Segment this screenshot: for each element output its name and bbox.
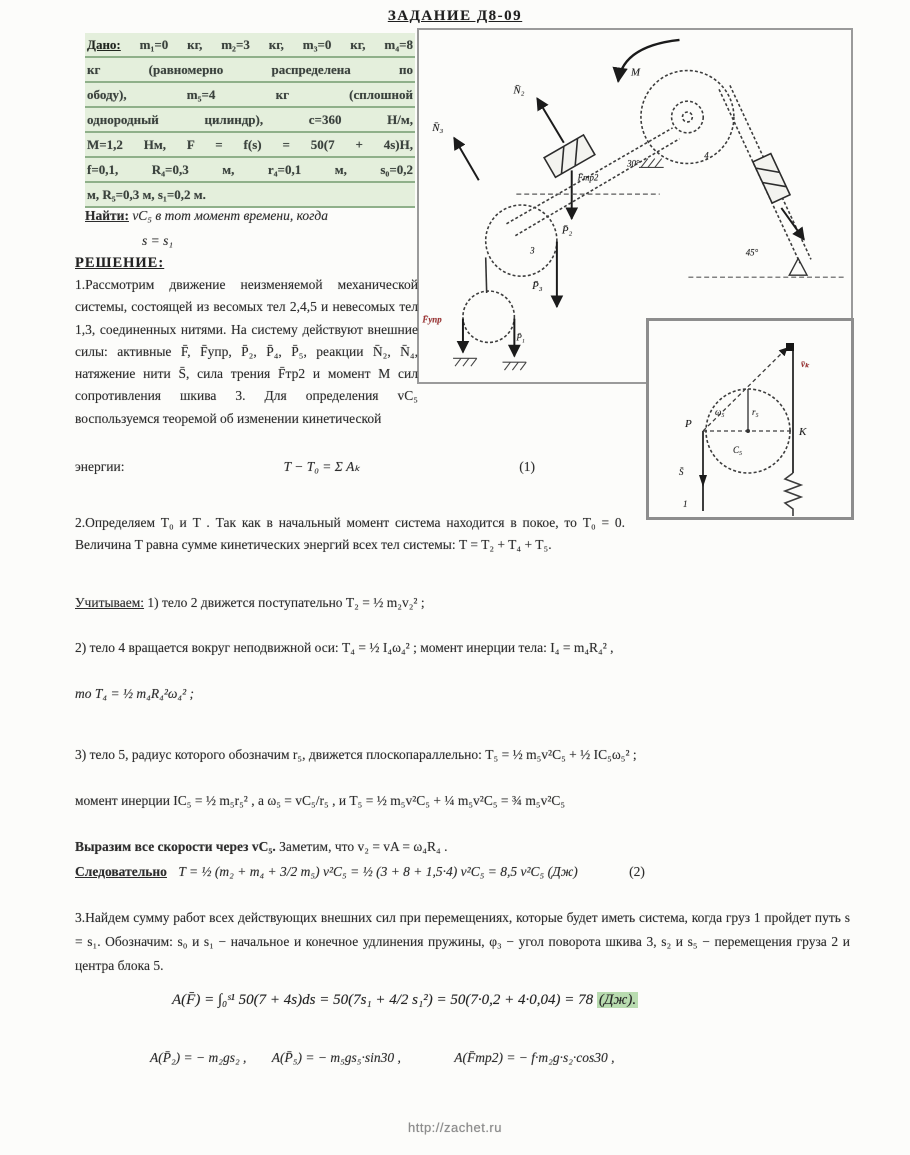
pulley-4-rim (641, 71, 734, 164)
angle-45-label: 45° (745, 247, 759, 258)
solution-line-body5-inertia: момент инерции IC₅ = ½ m₅r₅² , а ω₅ = vC₅/r₅ , и T₅ = ½ m₅v²C₅ + ¼ m₅v²C₅ = ¾ m₅v²C₅ (75, 793, 566, 808)
force-N3-arrow (454, 138, 479, 181)
given-line: М=1,2 Нм, F = f(s) = 50(7 + 4s)Н, (85, 133, 415, 158)
given-line: м, R₅=0,3 м, s₁=0,2 м. (85, 183, 415, 208)
equation-2-number: (2) (629, 864, 645, 879)
velocities-statement: Выразим все скорости через vC₅. (75, 839, 276, 854)
inset-labels (679, 359, 810, 509)
equation-1-row (75, 459, 635, 475)
spring-force-label: F̄упр (422, 314, 442, 325)
page-title-text: ЗАДАНИЕ Д8-09 (387, 8, 523, 24)
uchityvaem-label: Учитываем: (75, 595, 145, 610)
paragraph-1-tail: энергии: (75, 459, 125, 474)
solution-line-body5: 3) тело 5, радиус которого обозначим r₅, движется плоскопараллельно: T₅ = ½ m₅v²C₅ + ½ IC₅ω₅² ; (75, 747, 637, 762)
work-P5-equation: A(P̄₅) = − m₅gs₅·sin30 , (271, 1050, 401, 1065)
spring (785, 473, 801, 516)
work-P2-equation: A(P̄₂) = − m₂gs₂ , (150, 1050, 247, 1065)
given-line: ободу), m₅=4 кг (сплошной (85, 83, 415, 108)
moment-M-label: M (631, 66, 641, 79)
moment-M-arrow (618, 40, 679, 82)
point-K-label: K (799, 426, 807, 438)
footer-url: http://zachet.ru (408, 1120, 502, 1135)
inset-diagram-frame (646, 318, 854, 520)
find-condition: s = s₁ (142, 233, 174, 248)
force-P1-label: P̄₁ (516, 332, 525, 343)
body-3-label: 3 (530, 245, 535, 256)
solution-line-body4: 2) тело 4 вращается вокруг неподвижной оси: T₄ = ½ I₄ω₄² ; момент инерции тела: I₄ = m₄R₄² , (75, 640, 614, 655)
force-N2-arrow (537, 98, 564, 142)
equation-1: T − T₀ = Σ Aₖ (283, 459, 361, 474)
center-point (746, 429, 750, 433)
given-text: m₁=0 кг, m₂=3 кг, m₃=0 кг, m₄=8 (139, 37, 414, 52)
solution-paragraph-2: 2.Определяем T₀ и T . Так как в начальный момент система находится в покое, то T₀ = 0. Величина T равна сумме кинетических энергий всех тел системы: T = T₂ + T₄ + T₅. (75, 515, 625, 553)
force-P2-label: P̄₂ (561, 224, 573, 237)
given-label: Дано: (87, 37, 121, 52)
friction-force-label: F̄тр2 (577, 172, 599, 183)
find-line (85, 208, 328, 224)
body-1-label: 1 (683, 499, 688, 509)
equation-2: T = ½ (m₂ + m₄ + 3/2 m₅) v²C₅ = ½ (3 + 8 + 1,5·4) v²C₅ = 8,5 v²C₅ (Дж) (178, 864, 578, 879)
sledovatelno-label: Следовательно (75, 864, 167, 879)
work-equations-row (150, 1050, 615, 1066)
find-text: vC₅ в тот момент времени, когда (132, 208, 328, 223)
block-2 (544, 135, 595, 177)
solution-line-body2 (75, 595, 425, 611)
top-contact-point (786, 343, 794, 351)
block-5 (753, 154, 790, 204)
equation-2-row (75, 864, 645, 880)
point-P-label: P (685, 418, 692, 430)
center-C5-label: C₅ (733, 445, 743, 455)
given-line (85, 33, 415, 58)
force-N3-label: N̄₃ (432, 121, 444, 134)
angle-30-label: 30° (627, 158, 640, 169)
work-of-force-F-equation (172, 992, 638, 1009)
body-4-label: 4 (704, 150, 709, 161)
equation-3: A(F̄) = ∫₀ˢ¹ 50(7 + 4s)ds = 50(7s₁ + 4/2 s₁²) = 50(7·0,2 + 4·0,04) = 78 (172, 992, 597, 1008)
given-line: однородный цилиндр), с=360 Н/м, (85, 108, 415, 133)
left-rope-arrowhead (699, 475, 707, 487)
solution-paragraph-1: 1.Рассмотрим движение неизменяемой механической системы, состоящей из весомых тел 2,4,5 и невесомых тел 1,3, соединенных нитями. На систему действуют внешние силы: активные F̄, F̄упр, P̄₂, P̄₄, P̄₅, реакции N̄₂, N̄₄, натяжение нити S̄, сила трения F̄тр2 и момент M сил сопротивления шкива 3. Для определения vC₅ воспользуемся теоремой об изменении кинетической (75, 277, 418, 426)
support-triangle (789, 258, 807, 275)
velocities-note: Заметим, что v₂ = vA = ω₄R₄ . (279, 839, 448, 854)
given-line: f=0,1, R₄=0,3 м, r₄=0,1 м, s₀=0,2 (85, 158, 415, 183)
velocity-distribution-line (703, 348, 787, 431)
velocity-vk-label: v̄ₖ (801, 359, 809, 369)
page-title (0, 8, 910, 25)
work-friction-equation: A(F̄тр2) = − f·m₂g·s₂·cos30 , (454, 1050, 615, 1065)
inset-geometry (703, 345, 801, 516)
body2-kinetic-energy: 1) тело 2 движется поступательно T₂ = ½ m₂v₂² ; (147, 595, 425, 610)
given-block (85, 33, 415, 208)
given-line: кг (равномерно распределена по (85, 58, 415, 83)
solution-line-body4-result: то T₄ = ½ m₄R₄²ω₄² ; (75, 686, 195, 701)
incline-belt-lower (515, 139, 679, 236)
equation-3-unit: (Дж). (598, 992, 637, 1008)
tension-S-label: S̄ (679, 467, 684, 477)
inset-diagram (649, 321, 851, 517)
force-N2-label: N̄₂ (513, 84, 525, 97)
force-P5-arrow (781, 208, 804, 240)
find-label: Найти: (85, 208, 129, 223)
force-P3-label: P̄₃ (532, 280, 543, 293)
solution-line-velocities (75, 839, 447, 855)
pulley-4-hub (672, 101, 704, 133)
solution-heading: РЕШЕНИЕ: (75, 255, 165, 271)
omega5-label: ω₅ (715, 407, 725, 417)
pulley-4-axle (682, 112, 692, 122)
radius-r5-label: r₅ (752, 407, 759, 417)
equation-1-number: (1) (519, 459, 535, 474)
solution-paragraph-3: 3.Найдем сумму работ всех действующих внешних сил при перемещениях, которые будет иметь система, когда груз 1 пройдет путь s = s₁. Обозначим: s₀ и s₁ − начальное и конечное удлинения пружины, φ₃ − угол поворота шкива 3, s₂ и s₅ − перемещения груза 2 и центра блока 5. (75, 910, 850, 973)
